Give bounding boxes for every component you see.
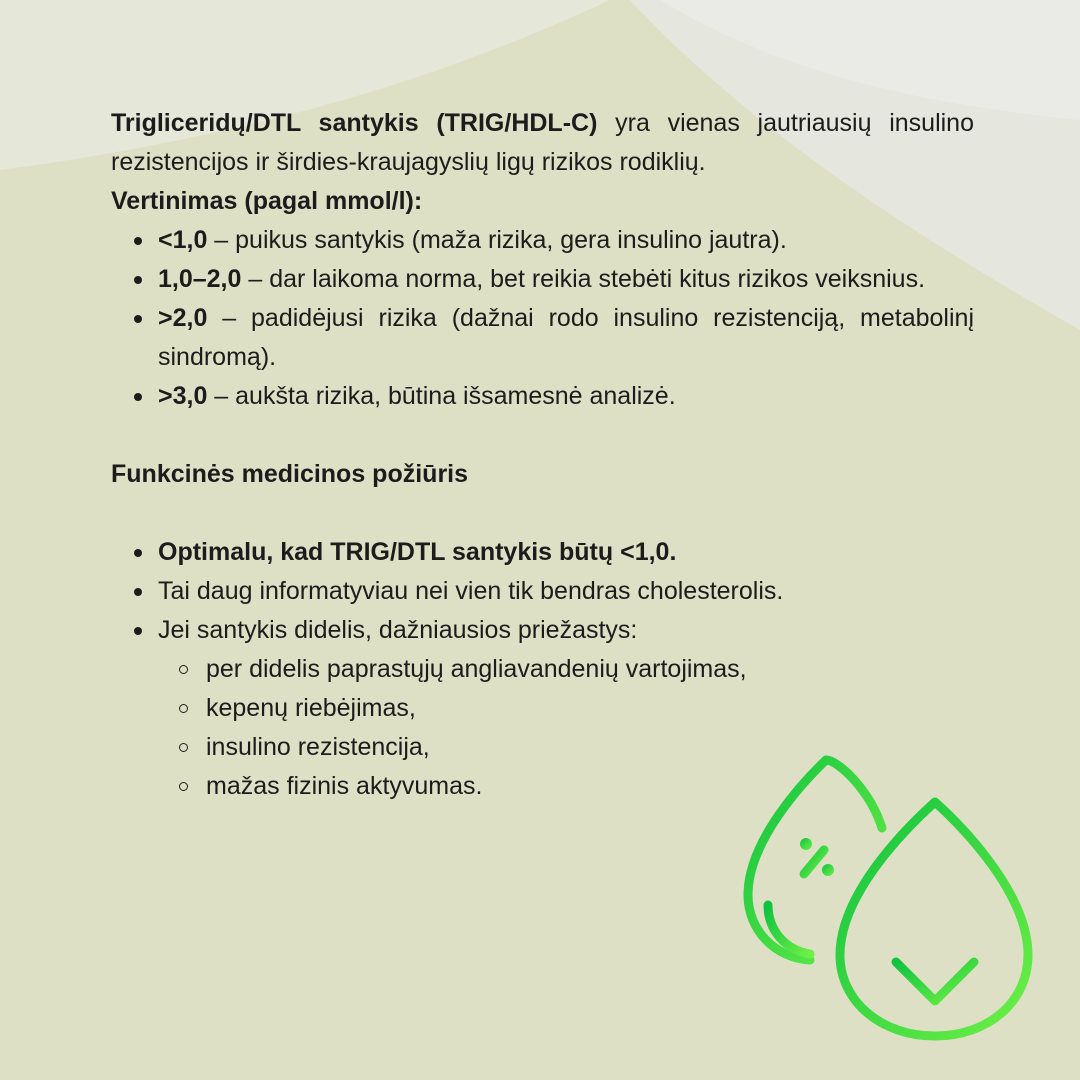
list-item: Tai daug informatyviau nei vien tik bendras cholesterolis. (158, 572, 974, 611)
list-item: Optimalu, kad TRIG/DTL santykis būtų <1,0. (158, 533, 974, 572)
list-item: 1,0–2,0 – dar laikoma norma, bet reikia stebėti kitus rizikos veiksnius. (158, 260, 974, 299)
content (111, 104, 974, 806)
drop-arrow-down-icon (840, 802, 1028, 1036)
sub-list-item: per didelis paprastųjų angliavandenių vartojimas, (206, 650, 974, 689)
rating-heading: Vertinimas (pagal mmol/l): (111, 187, 423, 215)
drops-illustration (720, 740, 1050, 1060)
list-item: Jei santykis didelis, dažniausios priežastys: per didelis paprastųjų angliavandenių vartojimas, kepenų riebėjimas, insulino rezistencija, mažas fizinis aktyvumas. (158, 611, 974, 806)
rating-list (111, 221, 974, 416)
functional-heading: Funkcinės medicinos požiūris (111, 460, 469, 488)
intro-paragraph (111, 104, 974, 182)
intro-text: yra vienas jautriausių insulino rezistencijos ir širdies-kraujagyslių ligų rizikos rodiklių. (111, 109, 974, 176)
intro-term: Trigliceridų/DTL santykis (TRIG/HDL-C) (111, 109, 598, 137)
drop-percent-icon (748, 760, 882, 960)
sub-list-item: insulino rezistencija, (206, 728, 974, 767)
list-item: >2,0 – padidėjusi rizika (dažnai rodo insulino rezistenciją, metabolinį sindromą). (158, 299, 974, 377)
list-item: >3,0 – aukšta rizika, būtina išsamesnė analizė. (158, 377, 974, 416)
sub-list-item: mažas fizinis aktyvumas. (206, 767, 974, 806)
list-item: <1,0 – puikus santykis (maža rizika, gera insulino jautra). (158, 221, 974, 260)
sub-list-item: kepenų riebėjimas, (206, 689, 974, 728)
spacer (111, 494, 974, 533)
